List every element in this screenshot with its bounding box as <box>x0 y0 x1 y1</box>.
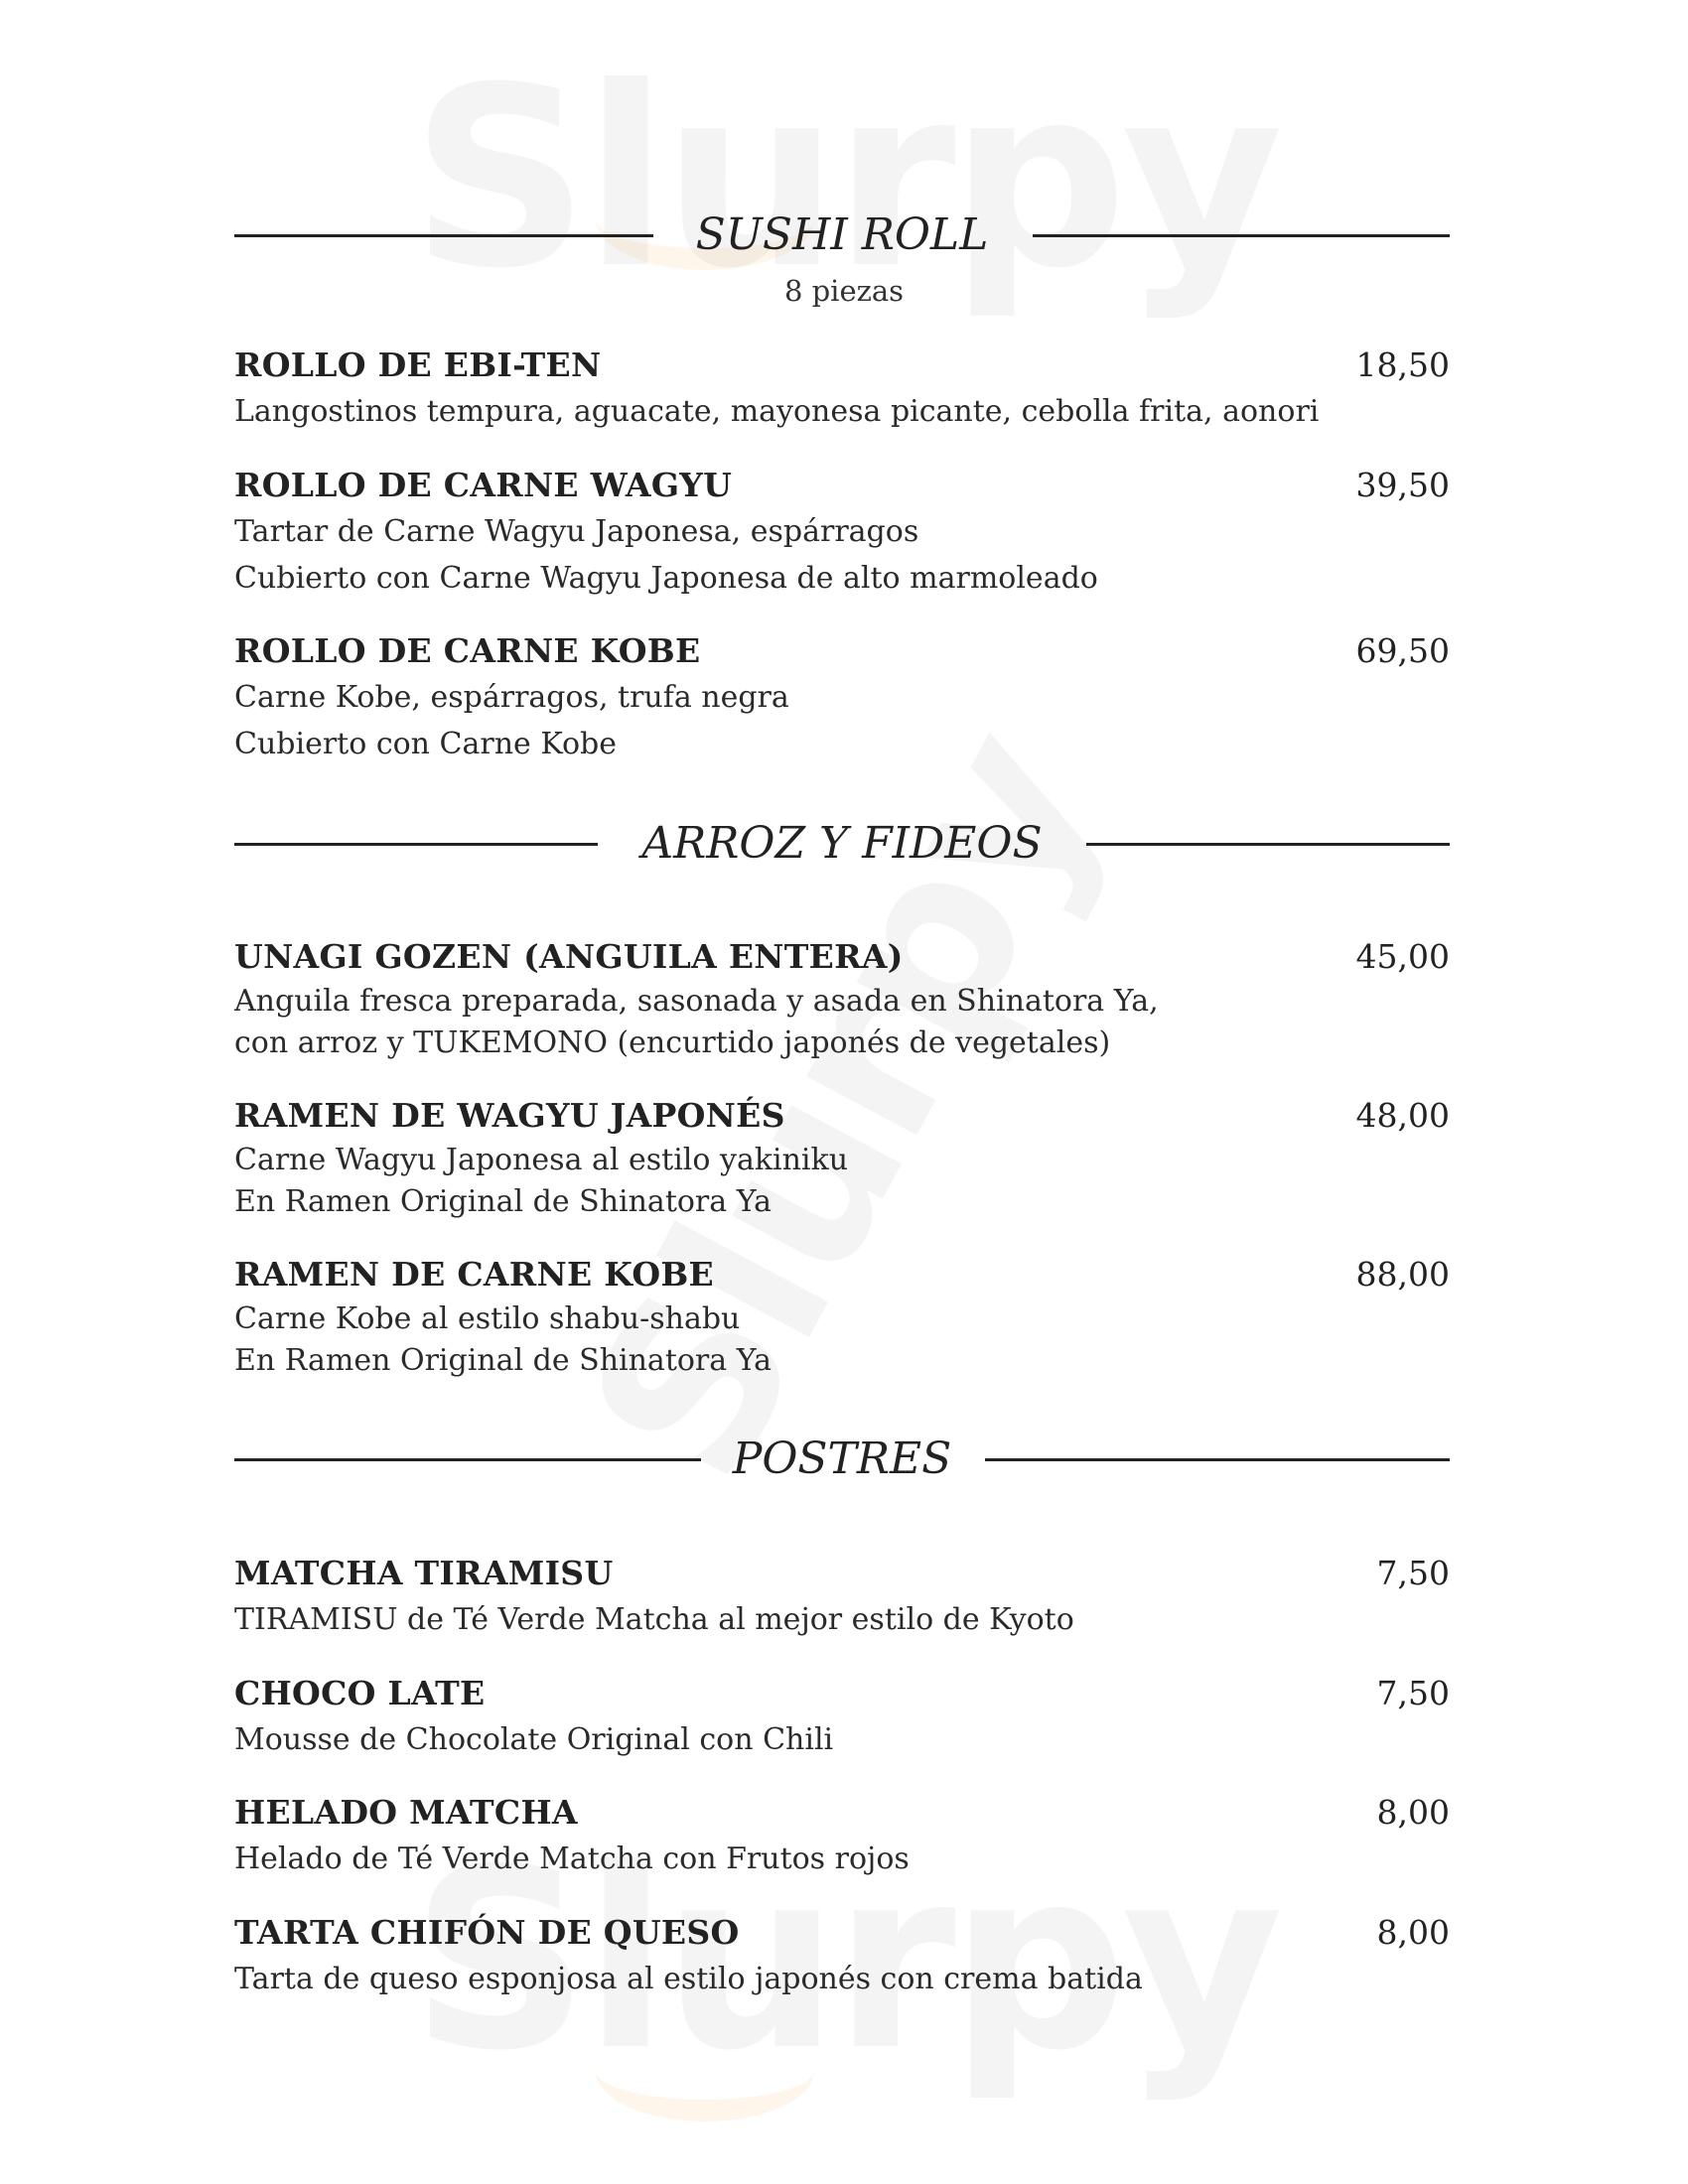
section-header-postres <box>234 1430 1450 1489</box>
item-description: TIRAMISU de Té Verde Matcha al mejor estilo de Kyoto <box>234 1602 1074 1637</box>
watermark-logo-top <box>0 55 1688 303</box>
item-description: Cubierto con Carne Kobe <box>234 727 617 761</box>
section-title: SUSHI ROLL <box>695 209 989 260</box>
item-price: 45,00 <box>1355 937 1450 976</box>
item-description: Helado de Té Verde Matcha con Frutos rojos <box>234 1842 910 1876</box>
item-description: Anguila fresca preparada, sasonada y asada en Shinatora Ya, <box>234 984 1159 1019</box>
section-header-sushi-roll <box>234 205 1450 265</box>
item-name: RAMEN DE WAGYU JAPONÉS <box>234 1096 785 1135</box>
item-name: TARTA CHIFÓN DE QUESO <box>234 1913 740 1952</box>
section-title: ARROZ Y FIDEOS <box>641 818 1043 869</box>
item-description: Langostinos tempura, aguacate, mayonesa picante, cebolla frita, aonori <box>234 394 1320 429</box>
item-description: Tartar de Carne Wagyu Japonesa, espárragos <box>234 514 919 549</box>
item-price: 39,50 <box>1355 466 1450 504</box>
section-subtitle: 8 piezas <box>783 274 905 308</box>
item-description: Carne Kobe, espárragos, trufa negra <box>234 680 789 715</box>
item-description: Cubierto con Carne Wagyu Japonesa de alto marmoleado <box>234 561 1098 596</box>
item-price: 18,50 <box>1355 345 1450 384</box>
section-header-arroz-y-fideos <box>234 814 1450 874</box>
item-name: UNAGI GOZEN (ANGUILA ENTERA) <box>234 937 904 976</box>
item-name: MATCHA TIRAMISU <box>234 1554 614 1592</box>
item-price: 7,50 <box>1376 1674 1450 1712</box>
divider-line-right <box>1033 234 1450 237</box>
item-description: Carne Kobe al estilo shabu-shabu <box>234 1301 741 1336</box>
item-name: CHOCO LATE <box>234 1674 486 1712</box>
item-price: 7,50 <box>1376 1554 1450 1592</box>
item-name: ROLLO DE CARNE WAGYU <box>234 466 733 504</box>
item-description: Carne Wagyu Japonesa al estilo yakiniku <box>234 1143 849 1177</box>
item-name: HELADO MATCHA <box>234 1793 578 1832</box>
item-name: ROLLO DE EBI-TEN <box>234 345 602 384</box>
watermark-swoosh-bottom <box>596 2020 814 2121</box>
item-description: En Ramen Original de Shinatora Ya <box>234 1343 773 1378</box>
item-price: 88,00 <box>1355 1255 1450 1294</box>
item-name: ROLLO DE CARNE KOBE <box>234 631 701 670</box>
item-description: Tarta de queso esponjosa al estilo japonés con crema batida <box>234 1962 1143 1996</box>
section-title: POSTRES <box>732 1433 952 1484</box>
item-name: RAMEN DE CARNE KOBE <box>234 1255 715 1294</box>
item-description: Mousse de Chocolate Original con Chili <box>234 1722 834 1757</box>
item-price: 69,50 <box>1355 631 1450 670</box>
item-description: con arroz y TUKEMONO (encurtido japonés de vegetales) <box>234 1025 1111 1060</box>
item-price: 48,00 <box>1355 1096 1450 1135</box>
item-description: En Ramen Original de Shinatora Ya <box>234 1184 773 1219</box>
divider-line-right <box>1086 843 1450 846</box>
item-price: 8,00 <box>1376 1793 1450 1832</box>
divider-line-right <box>985 1458 1450 1461</box>
item-price: 8,00 <box>1376 1913 1450 1952</box>
